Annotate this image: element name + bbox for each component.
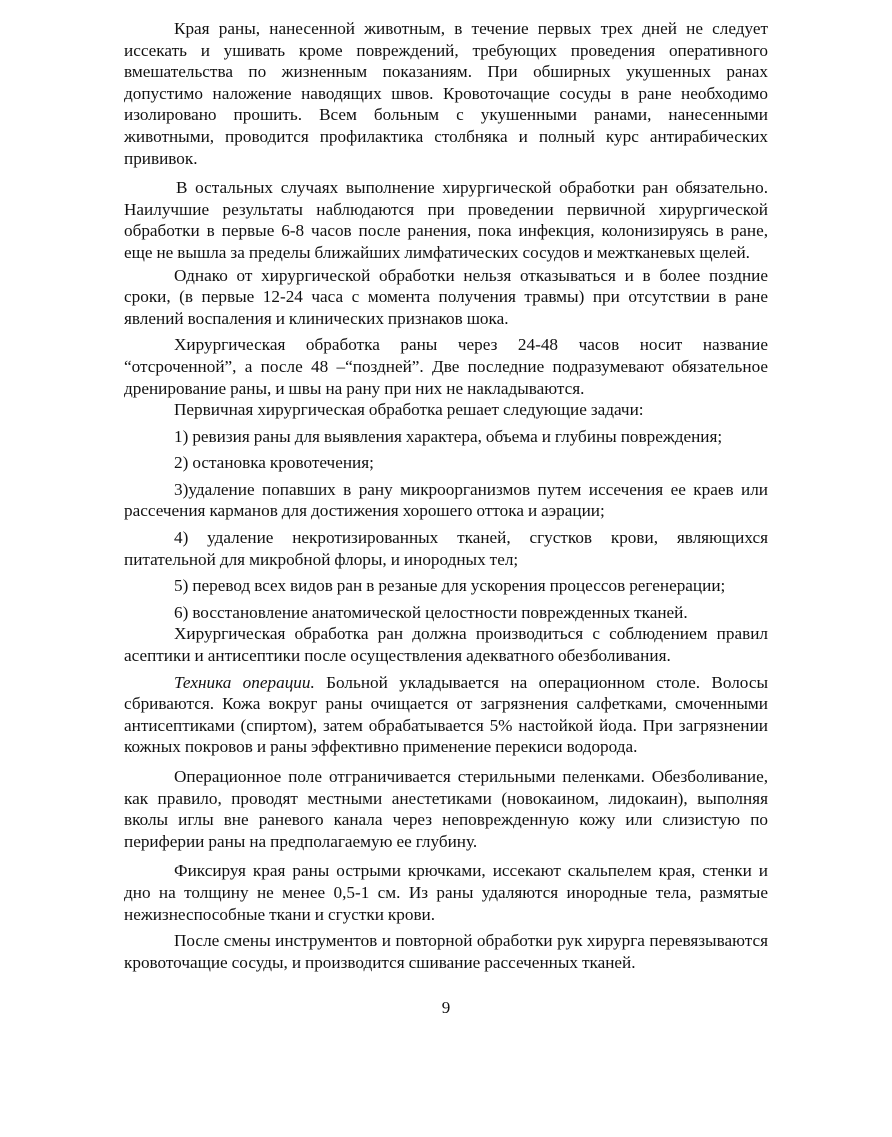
paragraph-bite-wounds: Края раны, нанесенной животным, в течение первых трех дней не следует иссекать и ушивать кроме повреждений, требующих проведения оперативного вмешательства по жизненным показаниям. При обширных укушенных ранах допустимо наложение наводящих швов. Кровоточащие сосуды в ране необходимо изолировано прошить. Всем больным с укушенными ранами, нанесенными животными, проводится профилактика столбняка и полный курс антирабических прививок. [124,19,768,168]
paragraph-suturing: После смены инструментов и повторной обработки рук хирурга перевязываются кровоточащие сосуды, и производится сшивание рассеченных тканей. [124,931,768,972]
page-number: 9 [441,998,451,1017]
operation-technique-text: Больной укладывается на операционном столе. Волосы сбриваются. Кожа вокруг раны очищается от загрязнения салфетками, смоченными антисептиками (спиртом), затем обрабатывается 5% настойкой йода. При загрязнении кожных покровов и раны эффективно применение перекиси водорода. [124,672,769,757]
list-item-task-5: 5) перевод всех видов ран в резаные для ускорения процессов регенерации; [174,576,726,596]
paragraph-excision: Фиксируя края раны острыми крючками, иссекают скальпелем края, стенки и дно на толщину не менее 0,5-1 см. Из раны удаляются инородные тела, размятые нежизнеспособные ткани и сгустки крови. [124,861,768,924]
page-body [124,18,768,973]
list-item-task-3: 3)удаление попавших в рану микроорганизмов путем иссечения ее краев или рассечения карманов для достижения хорошего оттока и аэрации; [124,479,768,521]
italic-heading-operation-technique: Техника операции. [174,672,315,692]
paragraph-tasks-intro: Первичная хирургическая обработка решает следующие задачи: [174,400,644,420]
paragraph-asepsis: Хирургическая обработка ран должна производиться с соблюдением правил асептики и антисептики после осуществления адекватного обезболивания. [124,624,768,666]
list-item-task-6: 6) восстановление анатомической целостности поврежденных тканей. [174,602,688,622]
paragraph-operation-technique [124,672,768,758]
list-item-task-2: 2) остановка кровотечения; [174,453,374,473]
list-item-task-4: 4) удаление некротизированных тканей, сгустков крови, являющихся питательной для микробной флоры, и инородных тел; [124,528,768,569]
paragraph-anesthesia: Операционное поле отграничивается стерильными пеленками. Обезболивание, как правило, проводят местными анестетиками (новокаином, лидокаин), выполняя вколы иглы вне раневого канала через неповрежденную кожу или слизистую по периферии раны на предполагаемую ее глубину. [124,767,768,851]
paragraph-delayed-treatment: Хирургическая обработка раны через 24-48 часов носит название “отсроченной”, а после 48 –“поздней”. Две последние подразумевают обязательное дренирование раны, и швы на рану при них не накладываются. [124,335,768,398]
paragraph-surgical-treatment-mandatory: В остальных случаях выполнение хирургической обработки ран обязательно. Наилучшие результаты наблюдаются при проведении первичной хирургической обработки в первые 6-8 часов после ранения, пока инфекция, колонизируясь в ране, еще не вышла за пределы ближайших лимфатических сосудов и межтканевых щелей. [124,178,768,262]
paragraph-late-treatment: Однако от хирургической обработки нельзя отказываться и в более поздние сроки, (в первые 12-24 часа с момента получения травмы) при отсутствии в ране явлений воспаления и клинических признаков шока. [124,265,768,328]
list-item-task-1: 1) ревизия раны для выявления характера, объема и глубины повреждения; [174,426,723,446]
